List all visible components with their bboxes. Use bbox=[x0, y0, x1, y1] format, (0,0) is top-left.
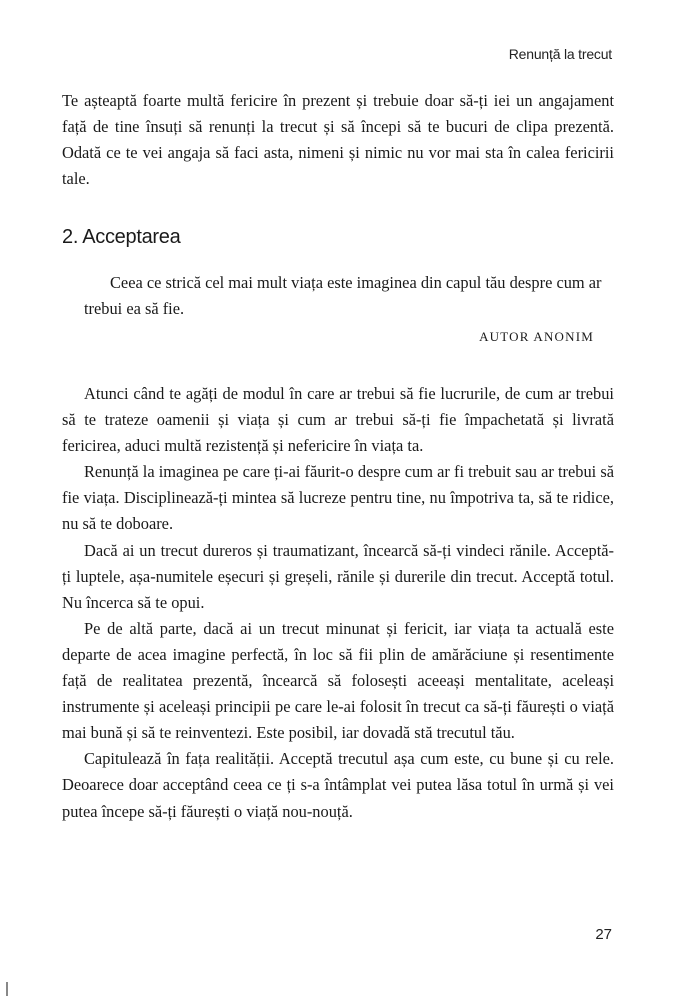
body-paragraph: Pe de altă parte, dacă ai un trecut minunat și fericit, iar viața ta actuală este departe de acea imagine perfectă, în loc să fii plin de amărăciune și resentimente față de realitatea prezentă, încearcă să folosești aceeași mentalitate, aceleași instrumente și aceleași principii pe care le-ai folosit în trecut ca să-ți făurești o viață mai bună și să te reinventezi. Este posibil, iar dovadă stă trecutul tău. bbox=[62, 618, 614, 743]
section-body bbox=[62, 381, 614, 825]
epigraph bbox=[84, 270, 604, 322]
epigraph-attribution: AUTOR ANONIM bbox=[479, 329, 594, 344]
epigraph-quote: Ceea ce strică cel mai mult viața este imaginea din capul tău despre cum ar trebui ea să fie. bbox=[84, 273, 602, 319]
section-heading: 2. Acceptarea bbox=[62, 226, 181, 248]
intro-paragraph: Te așteaptă foarte multă fericire în prezent și trebuie doar să-ți iei un angajament față de tine însuți să renunți la trecut și să începi să te bucuri de clipa prezentă. Odată ce te vei angaja să faci asta, nimeni și nimic nu vor mai sta în calea fericirii tale. bbox=[62, 91, 614, 189]
page-number: 27 bbox=[595, 926, 612, 943]
body-paragraph: Renunță la imaginea pe care ți-ai făurit-o despre cum ar fi trebuit sau ar trebui să fie viața. Disciplinează-ți mintea să lucreze pentru tine, nu împotriva ta, să te ridice, nu să te doboare. bbox=[62, 462, 614, 534]
running-header: Renunță la trecut bbox=[508, 46, 612, 62]
body-paragraph: Capitulează în fața realității. Acceptă trecutul așa cum este, cu bune și cu rele. Deoarece doar acceptând ceea ce ți s-a întâmplat vei putea lăsa totul în urmă și vei putea începe să-ți făurești o viață nou-nouță. bbox=[62, 749, 614, 821]
body-paragraph: Atunci când te agăți de modul în care ar trebui să fie lucrurile, de cum ar trebui să te trateze oamenii și viața și cum ar trebui să-ți fie împachetată și livrată fericirea, aduci multă rezistență și nefericire în viața ta. bbox=[62, 384, 614, 456]
intro-text bbox=[62, 88, 614, 192]
scan-edge-mark bbox=[6, 982, 8, 996]
body-paragraph: Dacă ai un trecut dureros și traumatizant, încearcă să-ți vindeci rănile. Acceptă-ți luptele, așa-numitele eșecuri și greșeli, rănile și durerile din trecut. Acceptă totul. Nu încerca să te opui. bbox=[62, 540, 614, 612]
